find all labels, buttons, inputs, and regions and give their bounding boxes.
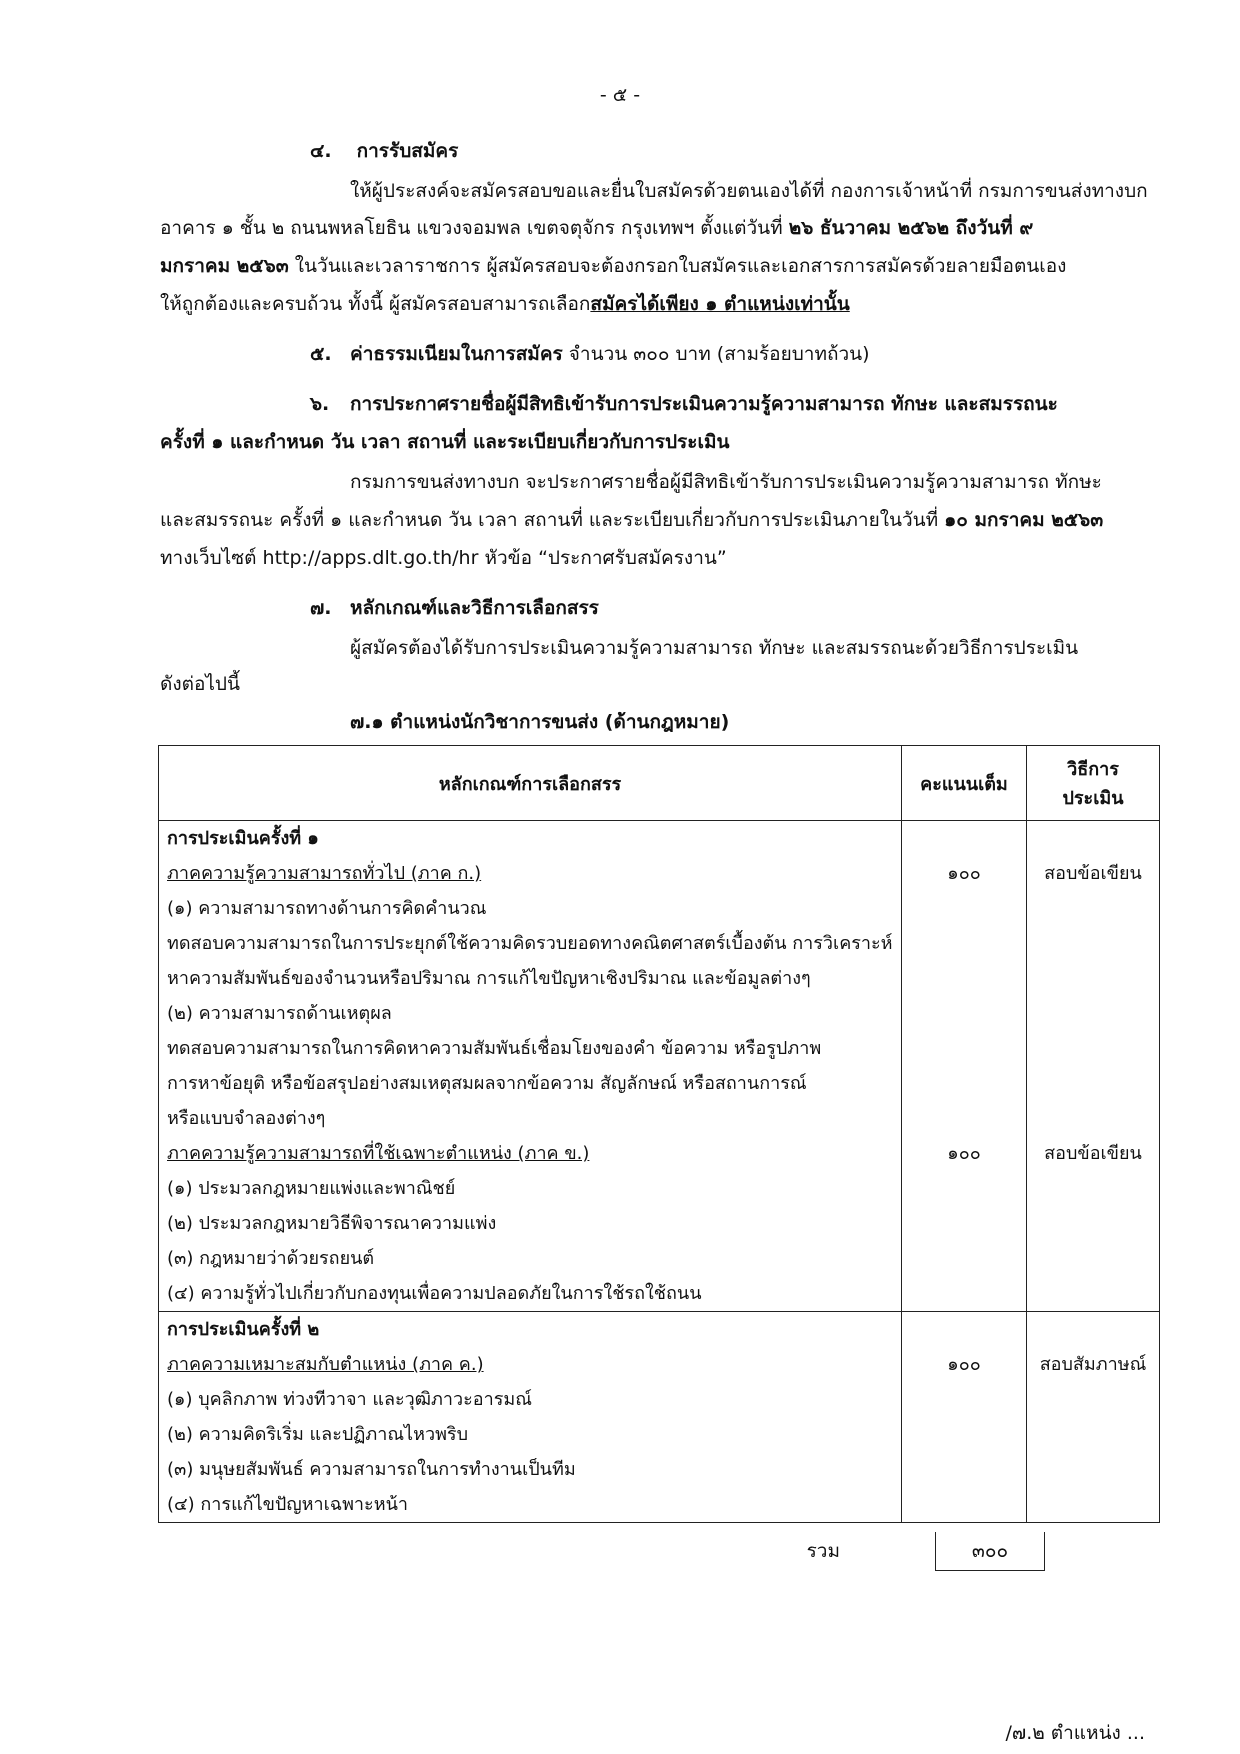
part-a-line: ทดสอบความสามารถในการคิดหาความสัมพันธ์เชื่อมโยงของคำ ข้อความ หรือรูปภาพ	[167, 1038, 822, 1059]
part-a-score: ๑๐๐	[947, 863, 981, 884]
round-2-title: การประเมินครั้งที่ ๒	[167, 1319, 320, 1340]
part-a-line: หาความสัมพันธ์ของจำนวนหรือปริมาณ การแก้ไขปัญหาเชิงปริมาณ และข้อมูลต่างๆ	[167, 968, 811, 989]
section-4-paragraph-line-4	[160, 288, 1155, 320]
part-a-line: หรือแบบจำลองต่างๆ	[167, 1108, 326, 1129]
application-fee-text: จำนวน ๓๐๐ บาท (สามร้อยบาทถ้วน)	[562, 343, 870, 365]
table-row-round-2	[159, 1312, 1160, 1523]
part-b-line: (๔) ความรู้ทั่วไปเกี่ยวกับกองทุนเพื่อความปลอดภัยในการใช้รถใช้ถนน	[167, 1283, 702, 1304]
round-2-method-cell	[1027, 1312, 1160, 1523]
part-a-line: ทดสอบความสามารถในการประยุกต์ใช้ความคิดรวบยอดทางคณิตศาสตร์เบื้องต้น การวิเคราะห์	[167, 933, 893, 954]
section-4-title: การรับสมัคร	[356, 140, 459, 162]
section-6-paragraph-line-1: กรมการขนส่งทางบก จะประกาศรายชื่อผู้มีสิทธิเข้ารับการประเมินความรู้ความสามารถ ทักษะ	[350, 471, 1102, 493]
part-c-line: (๓) มนุษยสัมพันธ์ ความสามารถในการทำงานเป็นทีม	[167, 1459, 576, 1480]
part-b-score: ๑๐๐	[947, 1143, 981, 1164]
part-c-score: ๑๐๐	[947, 1354, 981, 1375]
round-1-score-cell	[902, 821, 1027, 1312]
round-1-method-cell	[1027, 821, 1160, 1312]
sec4-p2-text: อาคาร ๑ ชั้น ๒ ถนนพหลโยธิน แขวงจอมพล เขตจตุจักร กรุงเทพฯ ตั้งแต่วันที่	[160, 217, 789, 239]
application-period-end: มกราคม ๒๕๖๓	[160, 255, 289, 277]
section-7-number: ๗.	[310, 597, 332, 619]
section-4-paragraph-line-2	[160, 212, 1155, 244]
section-7-paragraph-line-2: ดังต่อไปนี้	[160, 673, 240, 695]
sec4-p4-text: ให้ถูกต้องและครบถ้วน ทั้งนี้ ผู้สมัครสอบสามารถเลือก	[160, 293, 591, 315]
part-b-method: สอบข้อเขียน	[1044, 1143, 1142, 1164]
section-4-heading	[310, 135, 1155, 167]
part-c-line: (๑) บุคลิกภาพ ท่วงทีวาจา และวุฒิภาวะอารมณ์	[167, 1389, 532, 1410]
section-7-heading	[310, 592, 1155, 624]
part-a-title: ภาคความรู้ความสามารถทั่วไป (ภาค ก.)	[167, 863, 482, 884]
part-a-method: สอบข้อเขียน	[1044, 863, 1142, 884]
method-header	[1027, 746, 1160, 821]
section-7-paragraph-line-1: ผู้สมัครต้องได้รับการประเมินความรู้ความสามารถ ทักษะ และสมรรถนะด้วยวิธีการประเมิน	[350, 637, 1079, 659]
selection-criteria-table	[158, 745, 1160, 1523]
section-6-paragraph-line-2	[160, 504, 1155, 536]
round-1-title: การประเมินครั้งที่ ๑	[167, 828, 319, 849]
round-2-score-cell	[902, 1312, 1027, 1523]
part-a-line: (๑) ความสามารถทางด้านการคิดคำนวณ	[167, 898, 487, 919]
part-b-title: ภาคความรู้ความสามารถที่ใช้เฉพาะตำแหน่ง (ภาค ข.)	[167, 1143, 590, 1164]
section-5-title: ค่าธรรมเนียมในการสมัคร	[350, 343, 563, 365]
method-header-line-2: ประเมิน	[1062, 788, 1124, 809]
section-5-line	[310, 338, 1155, 370]
part-b-line: (๓) กฎหมายว่าด้วยรถยนต์	[167, 1248, 375, 1269]
table-header-row	[159, 746, 1160, 821]
round-1-criteria-cell	[159, 821, 902, 1312]
part-a-line: การหาข้อยุติ หรือข้อสรุปอย่างสมเหตุสมผลจากข้อความ สัญลักษณ์ หรือสถานการณ์	[167, 1073, 807, 1094]
sec6-p2-text: และสมรรถนะ ครั้งที่ ๑ และกำหนด วัน เวลา สถานที่ และระเบียบเกี่ยวกับการประเมินภายในวันที่	[160, 509, 945, 531]
total-row	[0, 1532, 1240, 1570]
part-c-method: สอบสัมภาษณ์	[1039, 1354, 1147, 1375]
part-b-line: (๒) ประมวลกฎหมายวิธีพิจารณาความแพ่ง	[167, 1213, 497, 1234]
section-6-title-line-2: ครั้งที่ ๑ และกำหนด วัน เวลา สถานที่ และระเบียบเกี่ยวกับการประเมิน	[160, 431, 730, 453]
section-5-number: ๕.	[310, 343, 332, 365]
subsection-7-1-title: ๗.๑ ตำแหน่งนักวิชาการขนส่ง (ด้านกฎหมาย)	[350, 711, 730, 733]
one-position-only-note: สมัครได้เพียง ๑ ตำแหน่งเท่านั้น	[590, 293, 850, 315]
section-4-paragraph-line-3	[160, 250, 1155, 282]
page-number: - ๕ -	[599, 84, 641, 106]
score-header: คะแนนเต็ม	[902, 746, 1027, 821]
section-4-paragraph-line-1: ให้ผู้ประสงค์จะสมัครสอบขอและยื่นใบสมัครด้วยตนเองได้ที่ กองการเจ้าหน้าที่ กรมการขนส่งทางบก	[350, 180, 1148, 202]
section-6-heading	[310, 388, 1155, 420]
part-c-line: (๒) ความคิดริเริ่ม และปฏิภาณไหวพริบ	[167, 1424, 469, 1445]
section-6-title-line-1: การประกาศรายชื่อผู้มีสิทธิเข้ารับการประเมินความรู้ความสามารถ ทักษะ และสมรรถนะ	[350, 393, 1058, 415]
round-2-criteria-cell	[159, 1312, 902, 1523]
table-row-round-1	[159, 821, 1160, 1312]
part-c-title: ภาคความเหมาะสมกับตำแหน่ง (ภาค ค.)	[167, 1354, 484, 1375]
method-header-line-1: วิธีการ	[1067, 759, 1119, 780]
part-a-line: (๒) ความสามารถด้านเหตุผล	[167, 1003, 392, 1024]
section-7-title: หลักเกณฑ์และวิธีการเลือกสรร	[350, 597, 599, 619]
section-6-paragraph-line-3: ทางเว็บไซต์ http://apps.dlt.go.th/hr หัวข้อ “ประกาศรับสมัครงาน”	[160, 547, 727, 569]
part-c-line: (๔) การแก้ไขปัญหาเฉพาะหน้า	[167, 1494, 408, 1515]
section-4-number: ๔.	[310, 140, 332, 162]
announcement-date: ๑๐ มกราคม ๒๕๖๓	[944, 509, 1104, 531]
total-score: ๓๐๐	[935, 1532, 1045, 1571]
part-b-line: (๑) ประมวลกฎหมายแพ่งและพาณิชย์	[167, 1178, 456, 1199]
total-label: รวม	[806, 1540, 840, 1562]
continuation-reference: /๗.๒ ตำแหน่ง ...	[1005, 1722, 1145, 1744]
criteria-header: หลักเกณฑ์การเลือกสรร	[159, 746, 902, 821]
application-period-start: ๒๖ ธันวาคม ๒๕๖๒ ถึงวันที่ ๙	[788, 217, 1034, 239]
section-6-number: ๖.	[310, 393, 330, 415]
sec4-p3-text: ในวันและเวลาราชการ ผู้สมัครสอบจะต้องกรอกใบสมัครและเอกสารการสมัครด้วยลายมือตนเอง	[288, 255, 1067, 277]
